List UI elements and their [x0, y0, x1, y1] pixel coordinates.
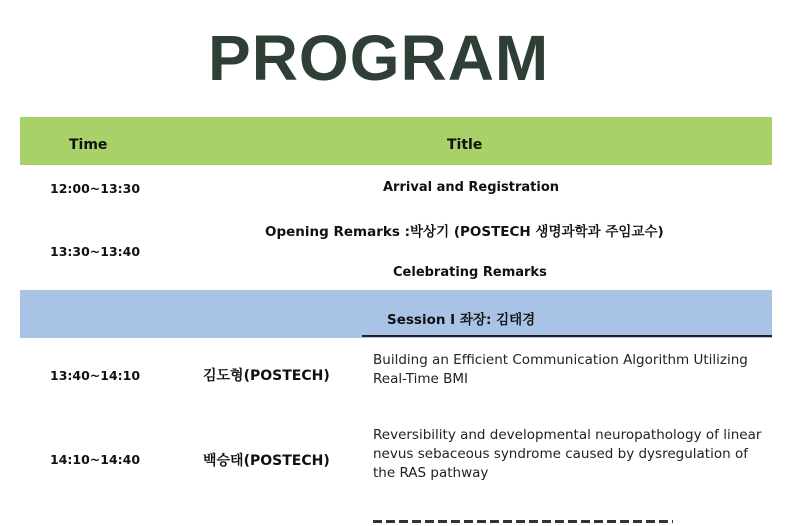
- table-header-bar: [20, 117, 772, 165]
- row-time: 12:00~13:30: [50, 181, 141, 196]
- talk-time: 14:10~14:40: [50, 452, 141, 467]
- talk-title: Building an Efficient Communication Algorithm Utilizing Real-Time BMI: [373, 352, 748, 387]
- talk-speaker: 백승태(POSTECH): [203, 453, 330, 469]
- talk-title: Reversibility and developmental neuropathology of linear nevus sebaceous syndrome caused by dysregulation of the RAS pathway: [373, 427, 762, 481]
- session-divider: [362, 335, 772, 337]
- celebrating-remarks: Celebrating Remarks: [393, 265, 547, 280]
- session-label: Session I 좌장: 김태경: [387, 312, 536, 328]
- header-title: Title: [447, 137, 483, 153]
- header-time: Time: [69, 137, 108, 153]
- talk-time: 13:40~14:10: [50, 368, 141, 383]
- opening-remarks: Opening Remarks :박상기 (POSTECH 생명과학과 주임교수): [265, 224, 664, 240]
- talk-speaker: 김도형(POSTECH): [203, 368, 330, 384]
- row-time: 13:30~13:40: [50, 244, 141, 259]
- cropped-text-line: [373, 516, 673, 526]
- page-title: PROGRAM: [208, 22, 550, 94]
- row-title: Arrival and Registration: [383, 180, 560, 195]
